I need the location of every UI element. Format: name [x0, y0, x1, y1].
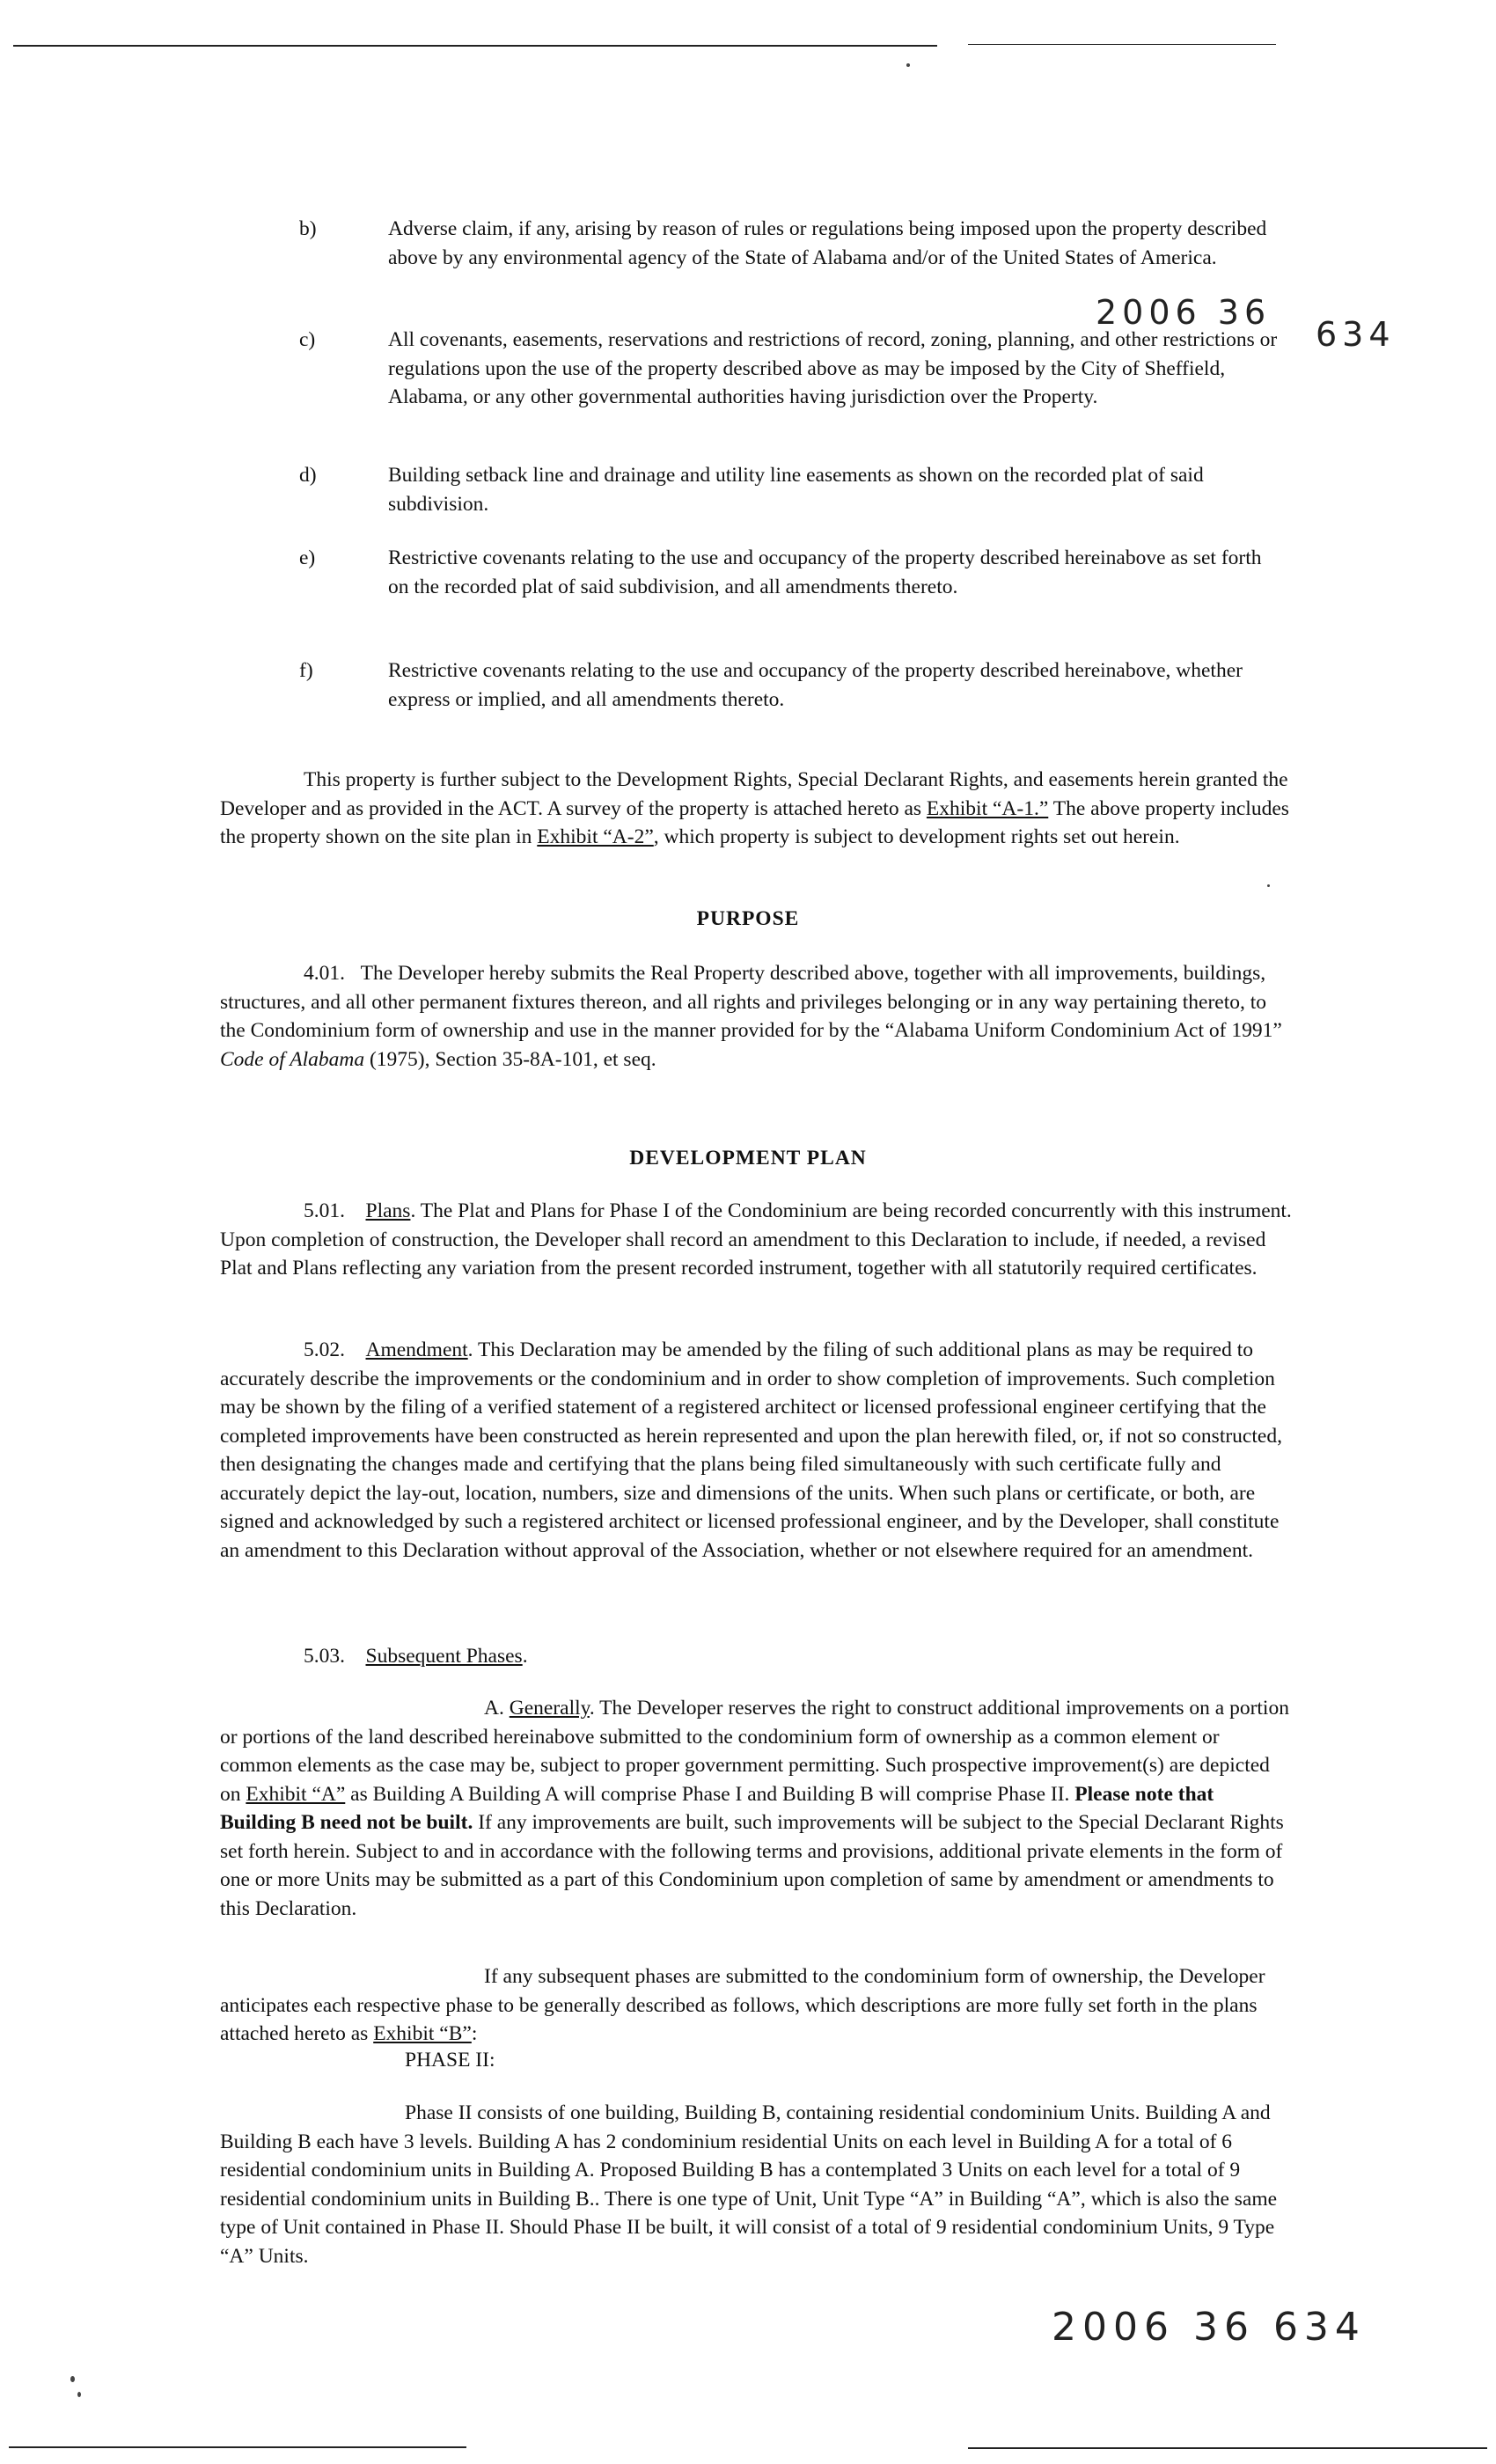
- scan-speck: [77, 2392, 81, 2397]
- section-5-03: 5.03. Subsequent Phases.: [304, 1645, 528, 1668]
- subject-paragraph: This property is further subject to the Development Rights, Special Declarant Rights, and easements herein granted the Developer and as provided in the ACT. A survey of the property is attached hereto as Exhibit “A-1.” The above property includes the property shown on the site plan in Exhibit “A-2”, which property is subject to development rights set out herein.: [220, 768, 1289, 848]
- scan-speck: [1267, 884, 1270, 887]
- purpose-heading: PURPOSE: [696, 907, 800, 930]
- list-item-letter: c): [299, 328, 316, 351]
- list-item-text: Restrictive covenants relating to the use and occupancy of the property described hereinabove, whether express or implied, and all amendments thereto.: [388, 659, 1243, 711]
- list-item-text: Building setback line and drainage and utility line easements as shown on the recorded plat of said subdivision.: [388, 464, 1204, 516]
- section-5-02: 5.02. Amendment. This Declaration may be amended by the filing of such additional plans as may be required to accurately describe the improvements or the condominium and in order to show completion of improvements. Such completion may be shown by the filing of a verified statement of a registered architect or licensed professional engineer certifying that the completed improvements have been constructed as herein represented and upon the plan herewith filed, or, if not so constructed, then designating the changes made and certifying that the plans being filed simultaneously with such certificate fully and accurately depict the lay-out, location, numbers, size and dimensions of the units. When such plans or certificate, or both, are signed and acknowledged by such a registered architect or licensed professional engineer, and by the Developer, shall constitute an amendment to this Declaration without approval of the Association, whether or not elsewhere required for an amendment.: [220, 1338, 1282, 1562]
- exhibit-b-ref: Exhibit “B”: [373, 2022, 472, 2045]
- scan-speck: [906, 63, 910, 67]
- list-item-text: Adverse claim, if any, arising by reason of rules or regulations being imposed upon the property described above by any environmental agency of the State of Alabama and/or of the United States of America.: [388, 217, 1267, 269]
- recording-stamp-top: 2006 36: [1096, 293, 1272, 332]
- subsequent-phases-paragraph: If any subsequent phases are submitted to the condominium form of ownership, the Developer anticipates each respective phase to be generally described as follows, which descriptions are more fully set forth in the plans attached hereto as Exhibit “B”:: [220, 1965, 1265, 2045]
- exhibit-a1-ref: Exhibit “A-1.”: [926, 796, 1049, 820]
- top-scan-line-right: [968, 44, 1276, 45]
- recording-stamp-top-page: 634: [1316, 315, 1396, 354]
- bottom-scan-line: [9, 2446, 466, 2448]
- scan-speck: [70, 2376, 75, 2382]
- phase-ii-label: PHASE II:: [405, 2049, 495, 2072]
- list-item-letter: b): [299, 217, 317, 240]
- bottom-scan-line-right: [968, 2447, 1487, 2449]
- list-item-text: Restrictive covenants relating to the use and occupancy of the property described hereinabove as set forth on the recorded plat of said subdivision, and all amendments thereto.: [388, 546, 1262, 598]
- section-5-01: 5.01. Plans. The Plat and Plans for Phase I of the Condominium are being recorded concurrently with this instrument. Upon completion of construction, the Developer shall record an amendment to this Declaration to include, if needed, a revised Plat and Plans reflecting any variation from the present recorded instrument, together with all statutorily required certificates.: [220, 1199, 1292, 1280]
- list-item-letter: e): [299, 546, 316, 569]
- exhibit-a-ref: Exhibit “A”: [246, 1782, 346, 1806]
- top-scan-line: [13, 45, 937, 47]
- list-item-letter: f): [299, 659, 313, 682]
- exhibit-a2-ref: Exhibit “A-2”: [537, 825, 654, 848]
- development-plan-heading: DEVELOPMENT PLAN: [629, 1147, 867, 1170]
- recording-stamp-bottom: 2006 36 634: [1052, 2305, 1366, 2350]
- list-item-text: All covenants, easements, reservations and restrictions of record, zoning, planning, and other restrictions or regulations upon the use of the property described above as may be imposed by the City of Sheffield, Alabama, or any other governmental authorities having jurisdiction over the Property.: [388, 328, 1278, 408]
- phase-ii-paragraph: Phase II consists of one building, Building B, containing residential condominium Units. Building A and Building B each have 3 levels. Building A has 2 condominium residential Units on each level in Building A for a total of 6 residential condominium units in Building A. Proposed Building B has a contemplated 3 Units on each level for a total of 9 residential condominium units in Building B.. There is one type of Unit, Unit Type “A” in Building “A”, which is also the same type of Unit contained in Phase II. Should Phase II be built, it will consist of a total of 9 residential condominium Units, 9 Type “A” Units.: [220, 2101, 1278, 2268]
- section-4-01: 4.01. The Developer hereby submits the Real Property described above, together with all improvements, buildings, structures, and all other permanent fixtures thereon, and all rights and privileges belonging or in any way pertaining thereto, to the Condominium form of ownership and use in the manner provided for by the “Alabama Uniform Condominium Act of 1991” Code of Alabama (1975), Section 35-8A-101, et seq.: [220, 962, 1282, 1071]
- list-item-letter: d): [299, 464, 317, 487]
- section-5-03-a: A. Generally. The Developer reserves the right to construct additional improvements on a portion or portions of the land described hereinabove submitted to the condominium form of ownership as a common element or common elements as the case may be, subject to proper government permitting. Such prospective improvement(s) are depicted on Exhibit “A” as Building A Building A will comprise Phase I and Building B will comprise Phase II. Please note that Building B need not be built. If any improvements are built, such improvements will be subject to the Special Declarant Rights set forth herein. Subject to and in accordance with the following terms and provisions, additional private elements in the form of one or more Units may be submitted as a part of this Condominium upon completion of same by amendment or amendments to this Declaration.: [220, 1697, 1289, 1920]
